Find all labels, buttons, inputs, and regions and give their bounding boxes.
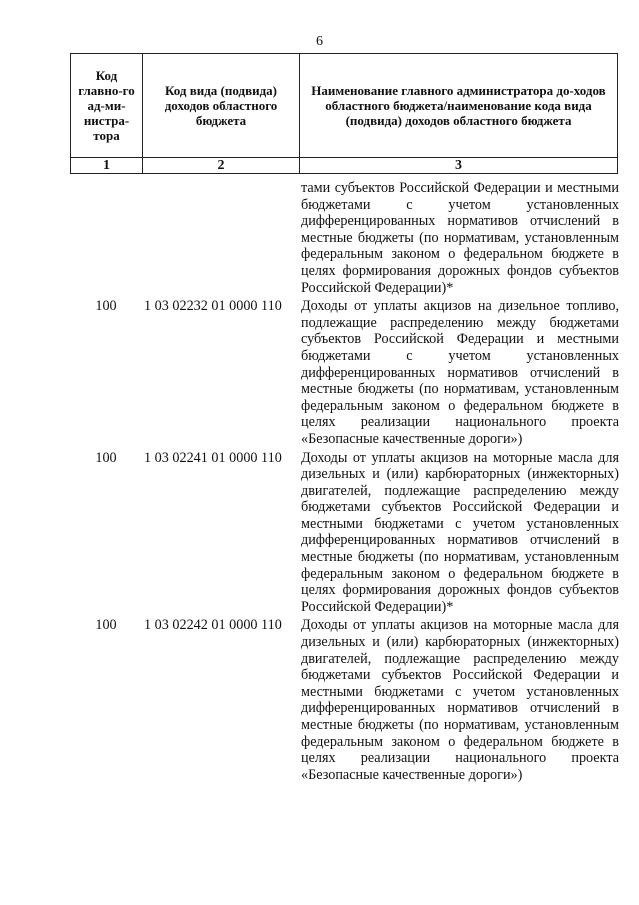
column-number-3: 3 xyxy=(300,158,618,174)
income-code: 1 03 02232 01 0000 110 xyxy=(144,298,282,315)
admin-code: 100 xyxy=(95,449,117,466)
continuation-text: тами субъектов Российской Федерации и местными бюджетами с учетом установленных дифференцированных нормативов отчислений в местные бюджеты (по нормативам, установленным федеральным законом о федеральном бюджете в целях формирования дорожных фондов субъектов Российской Федерации)* xyxy=(301,180,619,296)
admin-code: 100 xyxy=(95,617,117,634)
table-row xyxy=(70,296,623,447)
income-name: Доходы от уплаты акцизов на дизельное топливо, подлежащие распределению между бюджетами субъектов Российской Федерации и местными бюджетами с учетом установленных дифференцированных нормативов отчислений в местные бюджеты (по нормативам, установленным федеральным законом о федеральном бюджете в целях реализации национального проекта «Безопасные качественные дороги») xyxy=(301,298,619,447)
header-income-code: Код вида (подвида) доходов областного бюджета xyxy=(143,54,300,158)
table-header xyxy=(70,53,618,174)
income-name: Доходы от уплаты акцизов на моторные масла для дизельных и (или) карбюраторных (инжекторных) двигателей, подлежащие распределению между бюджетами субъектов Российской Федерации и местными бюджетами с учетом установленных дифференцированных нормативов отчислений в местные бюджеты (по нормативам, установленным федеральным законом о федеральном бюджете в целях формирования дорожных фондов субъектов Российской Федерации)* xyxy=(301,449,619,615)
header-name: Наименование главного администратора до-ходов областного бюджета/наименование кода вида (подвида) доходов областного бюджета xyxy=(300,54,618,158)
column-number-1: 1 xyxy=(71,158,143,174)
income-code: 1 03 02242 01 0000 110 xyxy=(144,617,282,634)
admin-code: 100 xyxy=(95,298,117,315)
header-row xyxy=(71,54,618,158)
income-code: 1 03 02241 01 0000 110 xyxy=(144,449,282,466)
table-row xyxy=(70,615,623,783)
income-name: Доходы от уплаты акцизов на моторные масла для дизельных и (или) карбюраторных (инжекторных) двигателей, подлежащие распределению между бюджетами субъектов Российской Федерации и местными бюджетами с учетом установленных дифференцированных нормативов отчислений в местные бюджеты (по нормативам, установленным федеральным законом о федеральном бюджете в целях реализации национального проекта «Безопасные качественные дороги») xyxy=(301,617,619,783)
column-numbers-row xyxy=(71,158,618,174)
column-number-2: 2 xyxy=(143,158,300,174)
table-row xyxy=(70,448,623,616)
continuation-row xyxy=(70,176,623,296)
income-table xyxy=(70,176,623,783)
header-admin-code: Код главно-го ад-ми-нистра-тора xyxy=(71,54,143,158)
page-number: 6 xyxy=(316,34,323,49)
